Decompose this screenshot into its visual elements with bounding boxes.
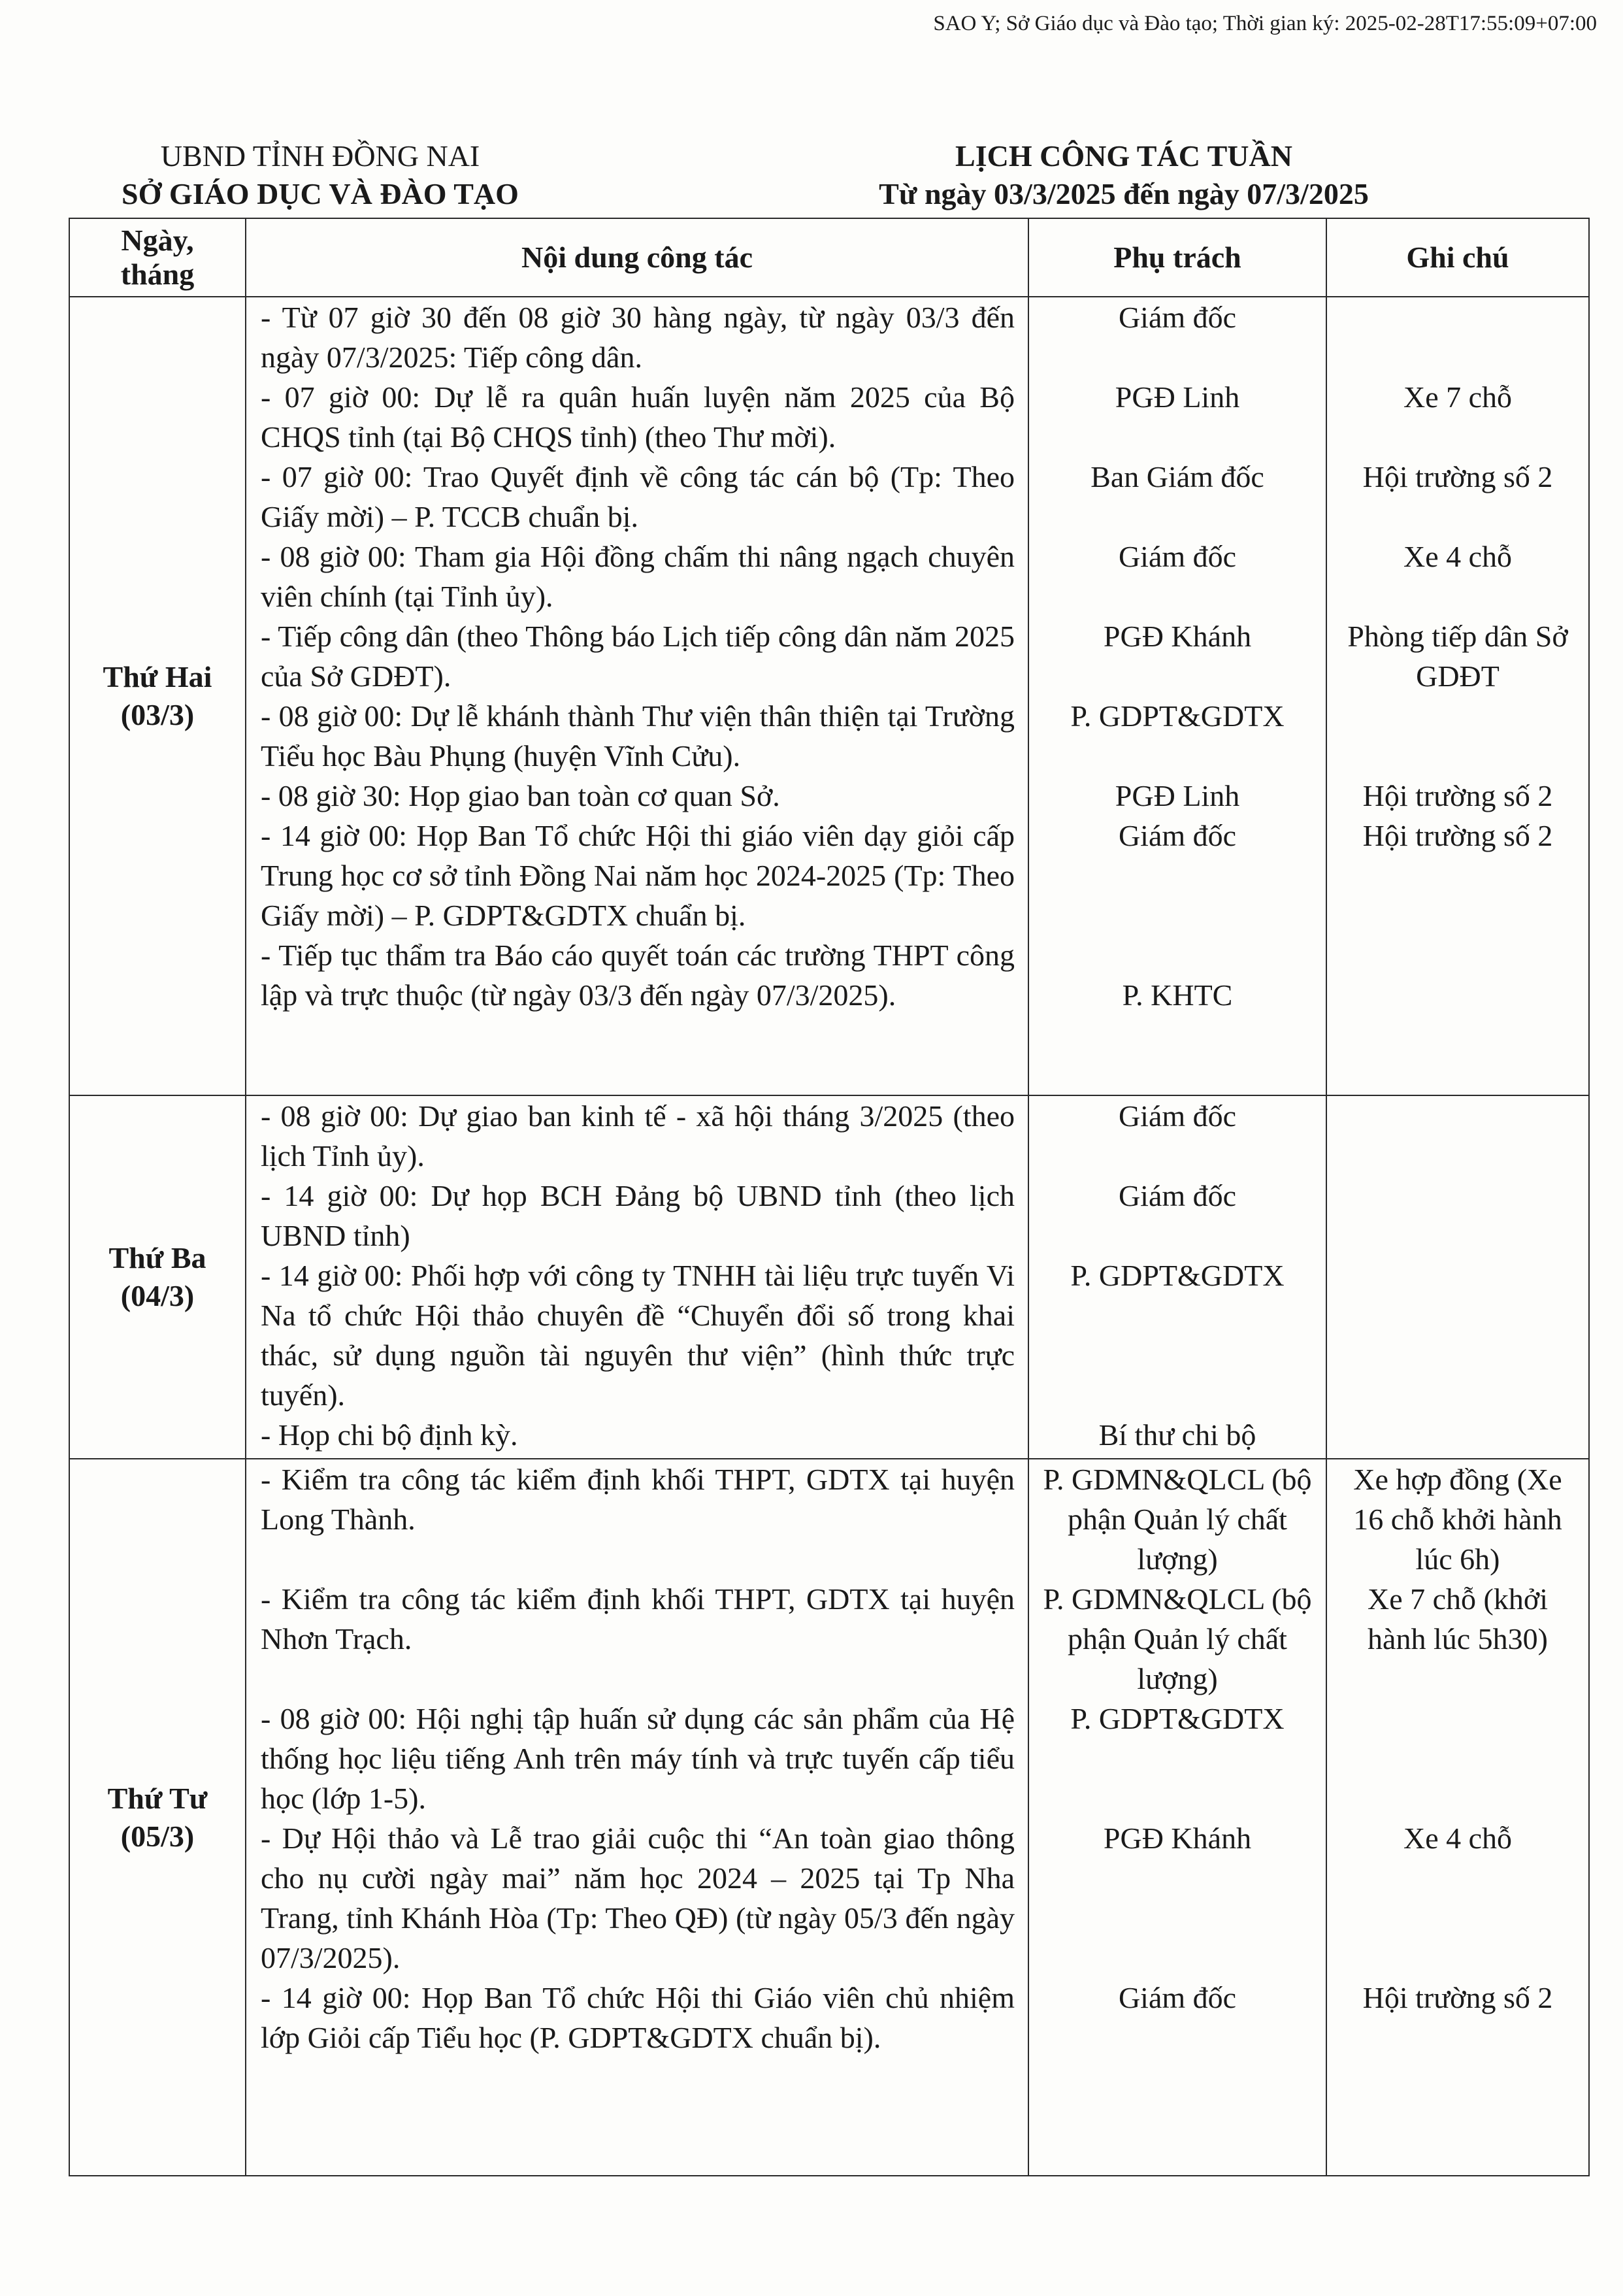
responsible-entry: Giám đốc xyxy=(1118,1981,1237,2014)
note-entry: Xe 7 chỗ (khởi hành lúc 5h30) xyxy=(1368,1582,1548,1655)
document-heading xyxy=(817,137,1431,213)
day-name: Thứ Hai xyxy=(103,660,212,693)
responsible-entry: P. KHTC xyxy=(1122,978,1233,1012)
note-entry: Hội trường số 2 xyxy=(1362,779,1553,812)
responsible-cell-monday xyxy=(1028,297,1326,1095)
schedule-item: - Từ 07 giờ 30 đến 08 giờ 30 hàng ngày, từ ngày 03/3 đến ngày 07/3/2025: Tiếp công dân. xyxy=(261,301,1015,374)
issuer-department: SỞ GIÁO DỤC VÀ ĐÀO TẠO xyxy=(122,177,519,210)
responsible-entry: Giám đốc xyxy=(1118,1099,1237,1133)
schedule-item: - Kiểm tra công tác kiểm định khối THPT, GDTX tại huyện Nhơn Trạch. xyxy=(261,1582,1015,1655)
schedule-item: - Tiếp tục thẩm tra Báo cáo quyết toán các trường THPT công lập và trực thuộc (từ ngày 03/3 đến ngày 07/3/2025). xyxy=(261,939,1015,1012)
note-entry: Hội trường số 2 xyxy=(1362,1981,1553,2014)
column-header-content: Nội dung công tác xyxy=(246,218,1028,297)
note-entry: Phòng tiếp dân Sở GDĐT xyxy=(1347,620,1568,693)
note-entry: Hội trường số 2 xyxy=(1362,460,1553,493)
schedule-item: - Họp chi bộ định kỳ. xyxy=(261,1418,518,1452)
schedule-item: - Kiểm tra công tác kiểm định khối THPT, GDTX tại huyện Long Thành. xyxy=(261,1463,1015,1536)
issuer-header xyxy=(72,137,568,213)
responsible-entry: Giám đốc xyxy=(1118,819,1237,852)
responsible-entry: Giám đốc xyxy=(1118,301,1237,334)
notes-cell-tuesday xyxy=(1326,1095,1589,1459)
schedule-item: - 07 giờ 00: Dự lễ ra quân huấn luyện năm 2025 của Bộ CHQS tỉnh (tại Bộ CHQS tỉnh) (theo Thư mời). xyxy=(261,380,1015,454)
note-entry: Xe 7 chỗ xyxy=(1403,380,1513,414)
day-date: (04/3) xyxy=(120,1279,195,1312)
content-cell-tuesday xyxy=(246,1095,1028,1459)
day-cell-tuesday xyxy=(69,1095,246,1459)
responsible-entry: PGĐ Linh xyxy=(1115,380,1240,414)
responsible-cell-tuesday xyxy=(1028,1095,1326,1459)
responsible-entry: P. GDMN&QLCL (bộ phận Quản lý chất lượng) xyxy=(1043,1582,1312,1695)
column-header-responsible: Phụ trách xyxy=(1028,218,1326,297)
responsible-entry: Giám đốc xyxy=(1118,540,1237,573)
day-date: (05/3) xyxy=(120,1819,195,1853)
day-date: (03/3) xyxy=(120,698,195,731)
digital-signature-stamp: SAO Y; Sở Giáo dục và Đào tạo; Thời gian ký: 2025-02-28T17:55:09+07:00 xyxy=(933,12,1597,35)
day-name: Thứ Ba xyxy=(108,1241,206,1274)
table-row-monday xyxy=(69,297,1589,1095)
column-header-notes: Ghi chú xyxy=(1326,218,1589,297)
schedule-item: - 14 giờ 00: Họp Ban Tổ chức Hội thi giáo viên dạy giỏi cấp Trung học cơ sở tỉnh Đồng Nai năm học 2024-2025 (Tp: Theo Giấy mời) – P. GDPT&GDTX chuẩn bị. xyxy=(261,819,1015,932)
note-entry: Hội trường số 2 xyxy=(1362,819,1553,852)
schedule-item: - 08 giờ 30: Họp giao ban toàn cơ quan Sở. xyxy=(261,779,780,812)
schedule-item: - 14 giờ 00: Họp Ban Tổ chức Hội thi Giáo viên chủ nhiệm lớp Giỏi cấp Tiểu học (P. GDPT&GDTX chuẩn bị). xyxy=(261,1981,1015,2054)
issuer-province: UBND TỈNH ĐỒNG NAI xyxy=(160,139,480,173)
table-row-wednesday xyxy=(69,1459,1589,2176)
content-cell-monday xyxy=(246,297,1028,1095)
responsible-entry: PGĐ Khánh xyxy=(1103,1822,1252,1855)
document-title: LỊCH CÔNG TÁC TUẦN xyxy=(955,139,1292,173)
responsible-entry: P. GDPT&GDTX xyxy=(1070,699,1285,733)
schedule-item: - Tiếp công dân (theo Thông báo Lịch tiếp công dân năm 2025 của Sở GDĐT). xyxy=(261,620,1015,693)
schedule-item: - 08 giờ 00: Dự lễ khánh thành Thư viện thân thiện tại Trường Tiểu học Bàu Phụng (huyện Vĩnh Cửu). xyxy=(261,699,1015,773)
document-date-range: Từ ngày 03/3/2025 đến ngày 07/3/2025 xyxy=(879,177,1369,210)
schedule-item: - 14 giờ 00: Dự họp BCH Đảng bộ UBND tỉnh (theo lịch UBND tỉnh) xyxy=(261,1179,1015,1252)
schedule-item: - 07 giờ 00: Trao Quyết định về công tác cán bộ (Tp: Theo Giấy mời) – P. TCCB chuẩn bị. xyxy=(261,460,1015,533)
responsible-entry: Bí thư chi bộ xyxy=(1098,1418,1256,1452)
weekly-schedule-table xyxy=(69,218,1590,2176)
column-header-date: Ngày, tháng xyxy=(69,218,246,297)
table-row-tuesday xyxy=(69,1095,1589,1459)
responsible-entry: Ban Giám đốc xyxy=(1090,460,1264,493)
note-entry: Xe hợp đồng (Xe 16 chỗ khởi hành lúc 6h) xyxy=(1353,1463,1562,1576)
day-cell-wednesday xyxy=(69,1459,246,2176)
schedule-item: - 08 giờ 00: Dự giao ban kinh tế - xã hội tháng 3/2025 (theo lịch Tỉnh ủy). xyxy=(261,1099,1015,1173)
responsible-entry: P. GDPT&GDTX xyxy=(1070,1259,1285,1292)
responsible-entry: PGĐ Khánh xyxy=(1103,620,1252,653)
notes-cell-wednesday xyxy=(1326,1459,1589,2176)
day-cell-monday xyxy=(69,297,246,1095)
schedule-item: - 08 giờ 00: Hội nghị tập huấn sử dụng các sản phẩm của Hệ thống học liệu tiếng Anh trên máy tính và trực tuyến cấp tiểu học (lớp 1-5). xyxy=(261,1702,1015,1815)
content-cell-wednesday xyxy=(246,1459,1028,2176)
schedule-item: - 14 giờ 00: Phối hợp với công ty TNHH tài liệu trực tuyến Vi Na tổ chức Hội thảo chuyên đề “Chuyển đổi số trong khai thác, sử dụng nguồn tài nguyên thư viện” (hình thức trực tuyến). xyxy=(261,1259,1015,1412)
responsible-entry: P. GDMN&QLCL (bộ phận Quản lý chất lượng) xyxy=(1043,1463,1312,1576)
schedule-item: - 08 giờ 00: Tham gia Hội đồng chấm thi nâng ngạch chuyên viên chính (tại Tỉnh ủy). xyxy=(261,540,1015,613)
responsible-entry: PGĐ Linh xyxy=(1115,779,1240,812)
table-header-row xyxy=(69,218,1589,297)
notes-cell-monday xyxy=(1326,297,1589,1095)
responsible-entry: P. GDPT&GDTX xyxy=(1070,1702,1285,1735)
day-name: Thứ Tư xyxy=(107,1781,208,1815)
responsible-entry: Giám đốc xyxy=(1118,1179,1237,1212)
schedule-item: - Dự Hội thảo và Lễ trao giải cuộc thi “An toàn giao thông cho nụ cười ngày mai” năm học 2024 – 2025 tại Tp Nha Trang, tỉnh Khánh Hòa (Tp: Theo QĐ) (từ ngày 05/3 đến ngày 07/3/2025). xyxy=(261,1822,1015,1974)
note-entry: Xe 4 chỗ xyxy=(1403,1822,1513,1855)
responsible-cell-wednesday xyxy=(1028,1459,1326,2176)
note-entry: Xe 4 chỗ xyxy=(1403,540,1513,573)
